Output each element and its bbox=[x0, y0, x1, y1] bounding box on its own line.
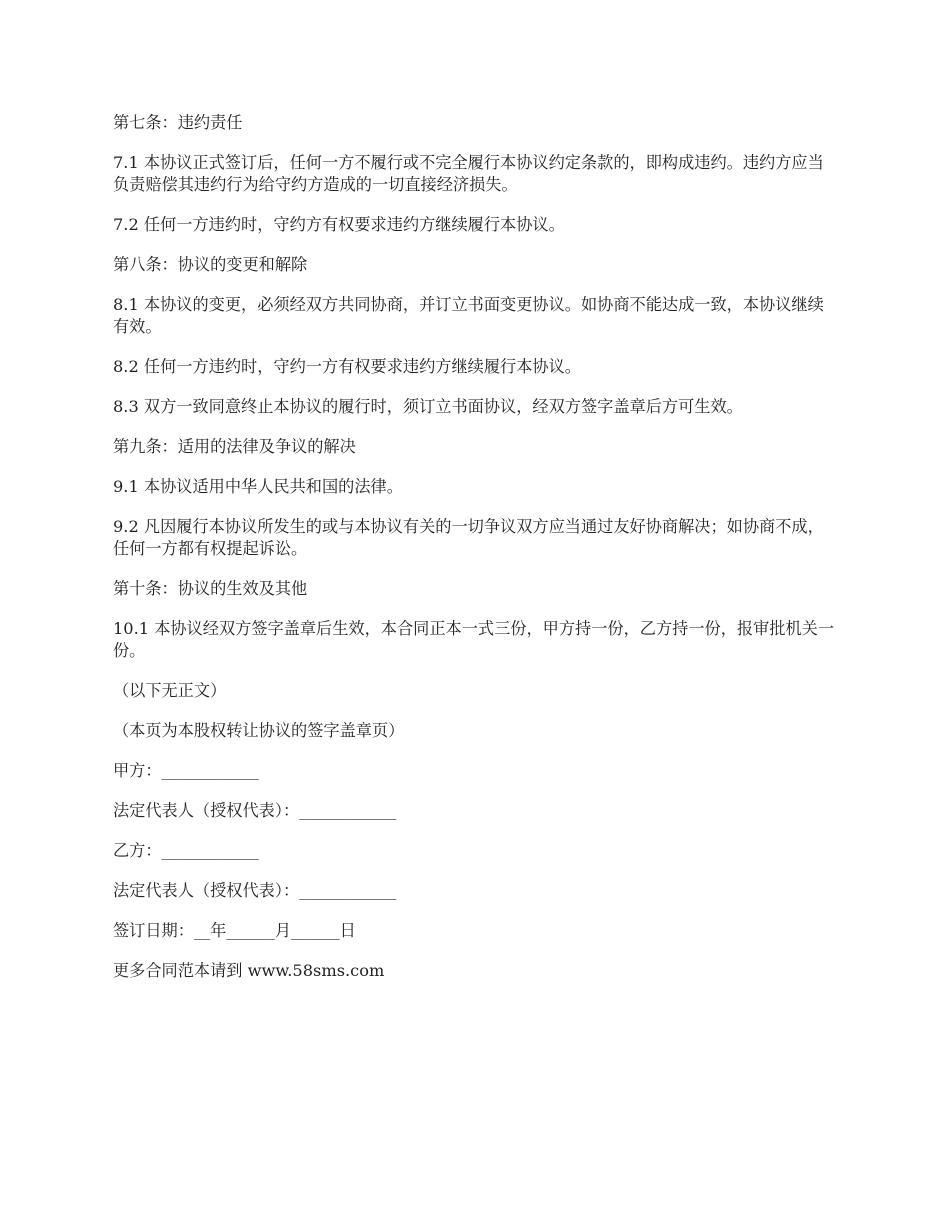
no-further-text-note: （以下无正文） bbox=[113, 681, 227, 700]
signing-date-line: 签订日期：__年______月______日 bbox=[113, 921, 356, 940]
clause-7-1: 7.1 本协议正式签订后，任何一方不履行或不完全履行本协议约定条款的，即构成违约。违约方应当负责赔偿其违约行为给守约方造成的一切直接经济损失。 bbox=[113, 153, 824, 194]
clause-9-2: 9.2 凡因履行本协议所发生的或与本协议有关的一切争议双方应当通过友好协商解决；如协商不成，任何一方都有权提起诉讼。 bbox=[113, 517, 824, 558]
clause-7-2: 7.2 任何一方违约时，守约方有权要求违约方继续履行本协议。 bbox=[113, 215, 565, 234]
signature-page-note: （本页为本股权转让协议的签字盖章页） bbox=[113, 721, 405, 740]
clause-8-2: 8.2 任何一方违约时，守约一方有权要求违约方继续履行本协议。 bbox=[113, 357, 581, 376]
article-9-heading: 第九条：适用的法律及争议的解决 bbox=[113, 437, 356, 456]
clause-8-3: 8.3 双方一致同意终止本协议的履行时，须订立书面协议，经双方签字盖章后方可生效。 bbox=[113, 397, 743, 416]
clause-9-1: 9.1 本协议适用中华人民共和国的法律。 bbox=[113, 477, 403, 496]
document-body bbox=[113, 112, 838, 1000]
party-a-representative-line: 法定代表人（授权代表）：____________ bbox=[113, 801, 397, 820]
clause-10-1: 10.1 本协议经双方签字盖章后生效，本合同正本一式三份，甲方持一份，乙方持一份，报审批机关一份。 bbox=[113, 619, 835, 660]
party-a-signature-line: 甲方：____________ bbox=[113, 761, 259, 780]
footer-website-note: 更多合同范本请到 www.58sms.com bbox=[113, 961, 385, 980]
party-b-representative-line: 法定代表人（授权代表）：____________ bbox=[113, 881, 397, 900]
clause-8-1: 8.1 本协议的变更，必须经双方共同协商，并订立书面变更协议。如协商不能达成一致，本协议继续有效。 bbox=[113, 295, 824, 336]
party-b-signature-line: 乙方：____________ bbox=[113, 841, 259, 860]
article-7-heading: 第七条：违约责任 bbox=[113, 113, 243, 132]
article-10-heading: 第十条：协议的生效及其他 bbox=[113, 579, 308, 598]
article-8-heading: 第八条：协议的变更和解除 bbox=[113, 255, 308, 274]
